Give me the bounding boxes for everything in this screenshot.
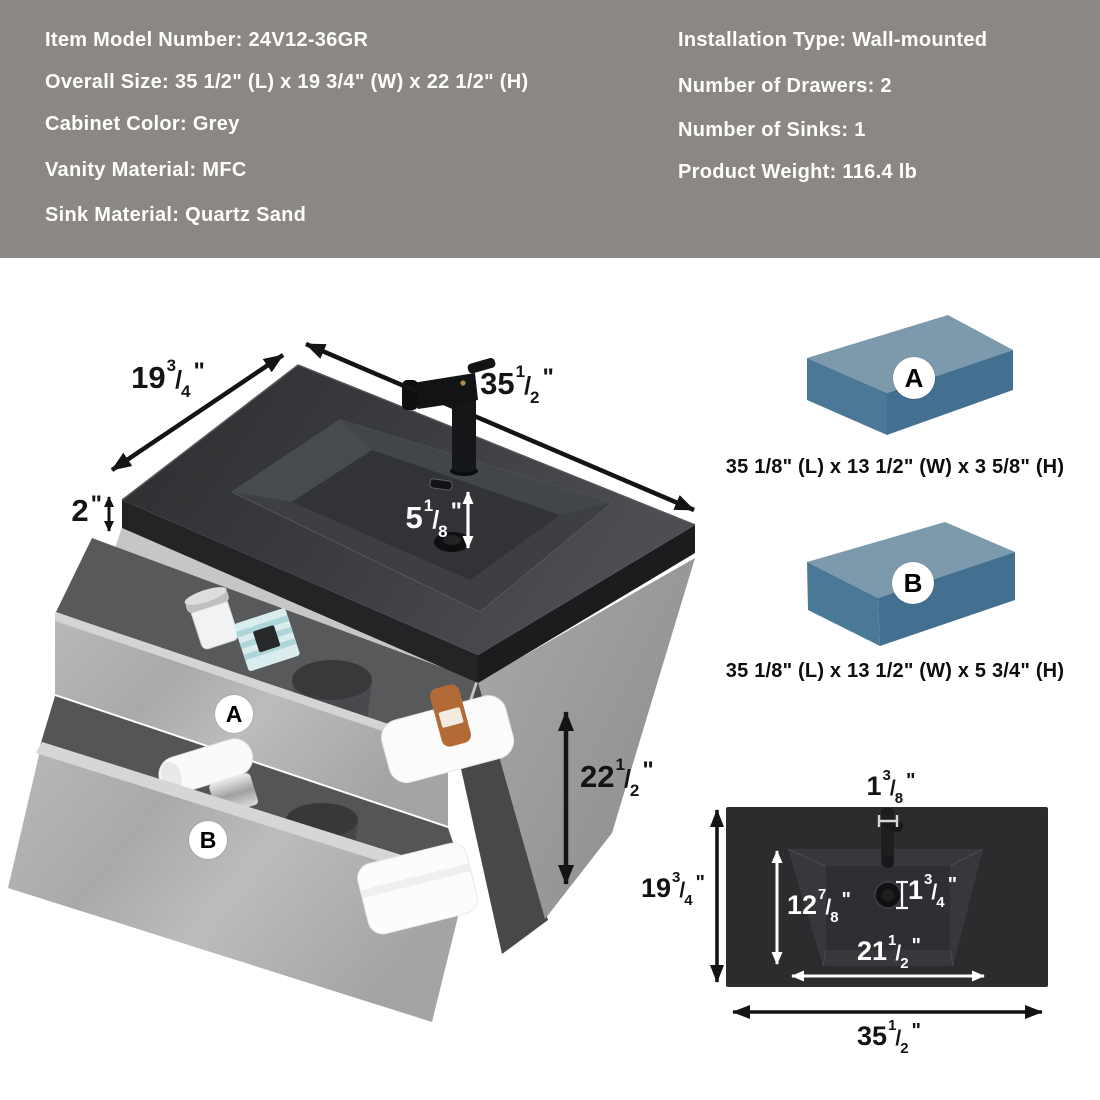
faucet-hole-label: $1^3/_8$": [866, 766, 914, 808]
thickness-label: 2": [71, 491, 100, 528]
sink-depth-label: $5^1/_8$": [405, 495, 460, 542]
spec-model: Item Model Number: 24V12-36GR: [45, 29, 369, 51]
box-b-dimensions: 35 1/8" (L) x 13 1/2" (W) x 5 3/4" (H): [725, 660, 1065, 682]
box-a-badge: A: [893, 357, 935, 399]
basin-width-label: $21^1/_2$": [856, 931, 920, 973]
topview-drain: [875, 882, 901, 908]
spec-vanity-material: Vanity Material: MFC: [45, 159, 247, 181]
spec-sink-material: Sink Material: Quartz Sand: [45, 204, 307, 226]
spec-overall-size: Overall Size: 35 1/2" (L) x 19 3/4" (W) x 22 1/2" (H): [45, 71, 529, 93]
basin-depth-label: $12^7/_8$": [786, 885, 850, 927]
depth-label: $19^3/_4$": [131, 355, 203, 402]
topview-width-label: $35^1/_2$": [856, 1016, 920, 1058]
spec-cabinet-color: Cabinet Color: Grey: [45, 113, 240, 135]
spec-weight: Product Weight: 116.4 lb: [678, 161, 918, 183]
drain-size-label: $1^3/_4$": [908, 870, 956, 912]
spec-sinks: Number of Sinks: 1: [678, 119, 866, 141]
box-a-dimensions: 35 1/8" (L) x 13 1/2" (W) x 3 5/8" (H): [725, 456, 1065, 478]
drawer-a-badge: A: [215, 695, 253, 733]
box-b-badge: B: [892, 562, 934, 604]
spec-banner: [0, 0, 1100, 258]
height-label: $22^1/_2$": [580, 754, 652, 801]
drawer-b-badge: B: [189, 821, 227, 859]
spec-installation: Installation Type: Wall-mounted: [678, 29, 988, 51]
topview-depth-label: $19^3/_4$": [640, 868, 704, 910]
vanity-photo-illustration: [0, 280, 720, 1100]
spec-drawers: Number of Drawers: 2: [678, 75, 892, 97]
length-label: $35^1/_2$": [480, 361, 552, 408]
